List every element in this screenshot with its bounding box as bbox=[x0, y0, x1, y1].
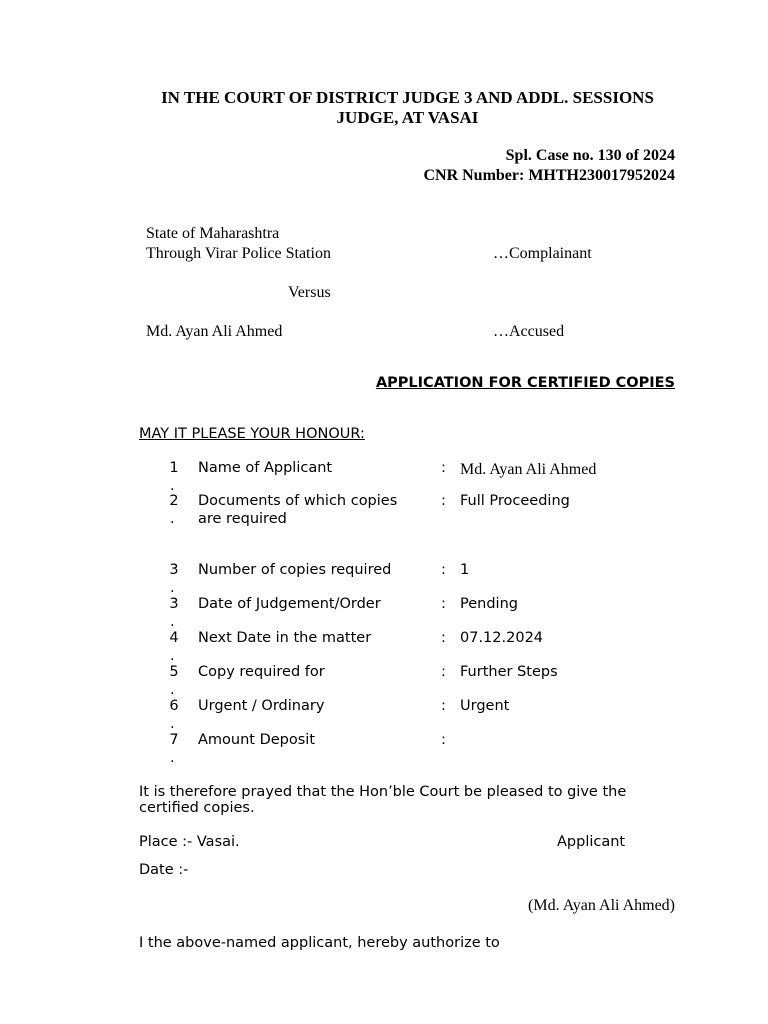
salutation: MAY IT PLEASE YOUR HONOUR: bbox=[139, 426, 365, 442]
item-colon: : bbox=[441, 698, 446, 714]
item-dot: . bbox=[170, 614, 175, 630]
item-number: 4 bbox=[169, 630, 179, 646]
item-number: 7 bbox=[169, 732, 179, 748]
case-number: Spl. Case no. 130 of 2024 bbox=[505, 147, 675, 164]
versus-label: Versus bbox=[288, 284, 331, 301]
court-title: IN THE COURT OF DISTRICT JUDGE 3 AND ADDL. SESSIONS JUDGE, AT VASAI bbox=[161, 88, 654, 127]
item-colon: : bbox=[441, 493, 446, 509]
application-title: APPLICATION FOR CERTIFIED COPIES bbox=[375, 375, 675, 391]
item-label: Number of copies required bbox=[198, 562, 392, 578]
authorization-text: I the above-named applicant, hereby authorize to bbox=[139, 935, 500, 951]
item-dot: . bbox=[170, 511, 175, 527]
item-label: Name of Applicant bbox=[198, 460, 333, 476]
item-value: 07.12.2024 bbox=[460, 630, 544, 646]
item-value: Md. Ayan Ali Ahmed bbox=[460, 461, 597, 478]
accused-name: Md. Ayan Ali Ahmed bbox=[146, 323, 283, 340]
complainant-name: State of Maharashtra bbox=[146, 225, 280, 242]
item-label: Next Date in the matter bbox=[198, 630, 372, 646]
item-colon: : bbox=[441, 630, 446, 646]
item-colon: : bbox=[441, 664, 446, 680]
item-dot: . bbox=[170, 580, 175, 596]
item-dot: . bbox=[170, 716, 175, 732]
item-dot: . bbox=[170, 682, 175, 698]
item-label-continued: are required bbox=[198, 511, 287, 527]
complainant-role: …Complainant bbox=[493, 245, 592, 262]
prayer-line-2: certified copies. bbox=[139, 800, 255, 816]
item-number: 5 bbox=[169, 664, 179, 680]
item-number: 2 bbox=[169, 493, 179, 509]
item-dot: . bbox=[170, 478, 175, 494]
item-dot: . bbox=[170, 750, 175, 766]
item-label: Date of Judgement/Order bbox=[198, 596, 381, 612]
cnr-number: CNR Number: MHTH230017952024 bbox=[423, 167, 675, 184]
item-number: 3 bbox=[169, 562, 179, 578]
item-number: 3 bbox=[169, 596, 179, 612]
item-dot: . bbox=[170, 648, 175, 664]
item-value: Full Proceeding bbox=[460, 493, 570, 509]
item-colon: : bbox=[441, 596, 446, 612]
complainant-through: Through Virar Police Station bbox=[146, 245, 331, 262]
prayer-line-1: It is therefore prayed that the Hon’ble Court be pleased to give the bbox=[139, 784, 627, 800]
date-label: Date :- bbox=[139, 862, 189, 878]
item-colon: : bbox=[441, 732, 446, 748]
item-label: Copy required for bbox=[198, 664, 325, 680]
item-colon: : bbox=[441, 562, 446, 578]
item-label: Urgent / Ordinary bbox=[198, 698, 325, 714]
place-label: Place :- Vasai. bbox=[139, 834, 240, 850]
accused-role: …Accused bbox=[493, 323, 565, 340]
item-value: 1 bbox=[460, 562, 470, 578]
item-value: Further Steps bbox=[460, 664, 558, 680]
item-value: Pending bbox=[460, 596, 518, 612]
item-value: Urgent bbox=[460, 698, 510, 714]
item-label: Documents of which copies bbox=[198, 493, 398, 509]
item-number: 1 bbox=[169, 460, 179, 476]
item-label: Amount Deposit bbox=[198, 732, 316, 748]
item-number: 6 bbox=[169, 698, 179, 714]
applicant-signature: (Md. Ayan Ali Ahmed) bbox=[528, 897, 675, 914]
item-colon: : bbox=[441, 460, 446, 476]
applicant-label: Applicant bbox=[557, 834, 626, 850]
